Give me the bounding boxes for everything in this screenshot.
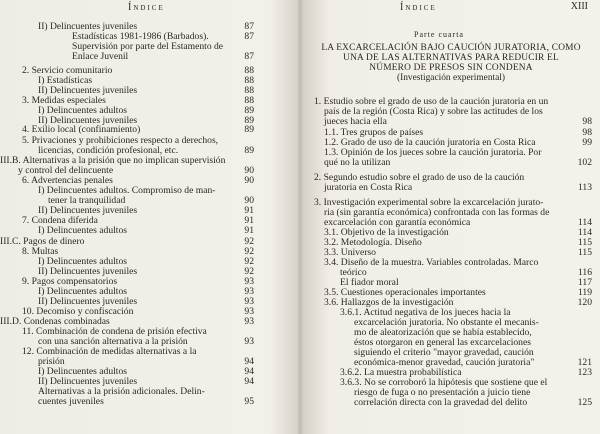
toc-page-number: 87 bbox=[244, 31, 254, 42]
toc-entry-text: tener la tranquilidad bbox=[48, 195, 126, 206]
right-page bbox=[302, 0, 600, 434]
toc-entry-text: Supervisión por parte del Estamento de bbox=[72, 41, 224, 52]
toc-entry-text: cuentes juveniles bbox=[38, 396, 104, 407]
toc-page-number: 94 bbox=[244, 356, 254, 367]
left-page bbox=[0, 0, 298, 434]
toc-entry-text: y control del delincuente bbox=[18, 165, 114, 176]
toc-entry-text: II) Delincuentes juveniles bbox=[38, 205, 138, 216]
toc-entry-text: Estadísticas 1981-1986 (Barbados). bbox=[72, 31, 209, 42]
toc-page-number: 89 bbox=[244, 115, 254, 126]
toc-entry-text: 1.2. Grado de uso de la caución juratoria en Costa Rica bbox=[324, 137, 536, 148]
toc-entry-text: país de la región (Costa Rica) y sobre las actitudes de los bbox=[324, 106, 543, 117]
toc-entry-text: 8. Multas bbox=[22, 246, 59, 257]
toc-page-number: 99 bbox=[582, 137, 592, 148]
toc-entry-text: II) Delincuentes juveniles bbox=[38, 376, 138, 387]
toc-entry-text: ria (sin garantía económica) confrontada con las formas de bbox=[324, 207, 550, 218]
toc-entry-text: 3.3. Universo bbox=[324, 247, 376, 258]
toc-page-number: 115 bbox=[577, 237, 592, 248]
toc-entry-text: Enlace Juvenil bbox=[72, 51, 129, 62]
toc-page-number: 91 bbox=[244, 225, 254, 236]
toc-page-number: 88 bbox=[244, 95, 254, 106]
toc-entry-text: siguiendo el criterio "mayor gravedad, caución bbox=[354, 347, 534, 358]
toc-page-number: 93 bbox=[244, 316, 254, 327]
toc-page-number: 114 bbox=[577, 227, 592, 238]
toc-page-number: 93 bbox=[244, 336, 254, 347]
toc-page-number: 98 bbox=[582, 116, 592, 127]
toc-entry-text: 3.2. Metodología. Diseño bbox=[324, 237, 422, 248]
toc-entry-text: económica-menor gravedad, caución juratoria" bbox=[354, 357, 535, 368]
toc-entry-text: teórico bbox=[340, 267, 367, 278]
toc-entry-text: 1. Estudio sobre el grado de uso de la caución juratoria en un bbox=[314, 96, 549, 107]
toc-page-number: 121 bbox=[577, 357, 592, 368]
toc-page-number: 98 bbox=[582, 127, 592, 138]
toc-entry-text: 9. Pagos compensatorios bbox=[22, 276, 118, 287]
toc-entry-text: 3.6.2. La muestra probabilística bbox=[340, 367, 462, 378]
toc-page-number: 87 bbox=[244, 51, 254, 62]
toc-entry-text: 10. Decomiso y confiscación bbox=[22, 306, 134, 317]
toc-entry-text: Alternativas a la prisión adicionales. Delin- bbox=[38, 386, 205, 397]
toc-page-number: 89 bbox=[244, 124, 254, 135]
toc-page-number: 90 bbox=[244, 175, 254, 186]
toc-entry-text: 4. Exilio local (confinamiento) bbox=[22, 124, 141, 135]
page-number: XIII bbox=[570, 1, 588, 12]
toc-page-number: 92 bbox=[244, 256, 254, 267]
toc-entry-text: II) Delincuentes juveniles bbox=[38, 21, 138, 32]
toc-entry-text: II) Delincuentes juveniles bbox=[38, 85, 138, 96]
part-title-line-1: LA EXCARCELACIÓN BAJO CAUCIÓN JURATORIA, COMO bbox=[321, 43, 581, 53]
part-label: Parte cuarta bbox=[414, 30, 464, 39]
toc-entry-text: mo de aleatorización que se había establecido, bbox=[354, 327, 532, 338]
toc-page-number: 90 bbox=[244, 195, 254, 206]
toc-page-number: 116 bbox=[577, 267, 592, 278]
toc-entry-text: I) Delincuentes adultos bbox=[38, 286, 127, 297]
toc-entry-text: éstos otorgaron en general las excarcelaciones bbox=[354, 337, 531, 348]
toc-entry-text: 3.6.3. No se corroboró la hipótesis que sostiene que el bbox=[340, 377, 548, 388]
toc-page-number: 89 bbox=[244, 105, 254, 116]
toc-page-number: 93 bbox=[244, 286, 254, 297]
toc-page-number: 95 bbox=[244, 396, 254, 407]
toc-entry-text: 2. Segundo estudio sobre el grado de uso de la caución bbox=[314, 172, 525, 183]
toc-entry-text: 12. Combinación de medidas alternativas a la bbox=[22, 346, 197, 357]
toc-page-number: 87 bbox=[244, 21, 254, 32]
part-title-line-3: NÚMERO DE PRESOS SIN CONDENA bbox=[369, 63, 533, 73]
toc-entry-text: 7. Condena diferida bbox=[22, 215, 98, 226]
toc-entry-text: I) Delincuentes adultos. Compromiso de man- bbox=[38, 185, 216, 196]
toc-entry-text: juratoria en Costa Rica bbox=[324, 182, 413, 193]
toc-entry-text: II) Delincuentes juveniles bbox=[38, 266, 138, 277]
part-title-line-2: UNA DE LAS ALTERNATIVAS PARA REDUCIR EL bbox=[343, 53, 559, 63]
toc-page-number: 94 bbox=[244, 376, 254, 387]
toc-entry-text: 3.4. Diseño de la muestra. Variables controladas. Marco bbox=[324, 257, 539, 268]
toc-entry-text: III.B. Alternativas a la prisión que no implican supervisión bbox=[0, 155, 226, 166]
toc-page-number: 91 bbox=[244, 205, 254, 216]
toc-page-number: 114 bbox=[577, 217, 592, 228]
toc-page-number: 117 bbox=[577, 277, 592, 288]
left-running-header: Índice bbox=[128, 2, 165, 13]
toc-entry-text: I) Delincuentes adultos bbox=[38, 105, 127, 116]
toc-page-number: 123 bbox=[577, 367, 592, 378]
toc-entry-text: 3.6. Hallazgos de la investigación bbox=[324, 297, 454, 308]
toc-page-number: 92 bbox=[244, 266, 254, 277]
toc-entry-text: 6. Advertencias penales bbox=[22, 175, 113, 186]
toc-page-number: 102 bbox=[577, 157, 592, 168]
toc-page-number: 90 bbox=[244, 165, 254, 176]
toc-entry-text: 2. Servicio comunitario bbox=[22, 65, 113, 76]
toc-entry-text: 3.1. Objetivo de la investigación bbox=[324, 227, 449, 238]
toc-entry-text: correlación directa con la gravedad del delito bbox=[354, 397, 528, 408]
toc-page-number: 119 bbox=[577, 287, 592, 298]
toc-entry-text: 1.1. Tres grupos de países bbox=[324, 127, 424, 138]
toc-entry-text: 5. Privaciones y prohibiciones respecto a derechos, bbox=[22, 135, 219, 146]
toc-entry-text: 3. Medidas especiales bbox=[22, 95, 106, 106]
toc-entry-text: I) Delincuentes adultos bbox=[38, 225, 127, 236]
toc-entry-text: El fiador moral bbox=[340, 277, 399, 288]
toc-page-number: 125 bbox=[577, 397, 592, 408]
toc-entry-text: excarcelación juratoria. No obstante el mecanis- bbox=[354, 317, 539, 328]
toc-entry-text: II) Delincuentes juveniles bbox=[38, 115, 138, 126]
toc-page-number: 88 bbox=[244, 75, 254, 86]
toc-entry-text: 3.5. Cuestiones operacionales importantes bbox=[324, 287, 486, 298]
toc-page-number: 88 bbox=[244, 65, 254, 76]
toc-entry-text: III.D. Condenas combinadas bbox=[0, 316, 110, 327]
toc-entry-text: prisión bbox=[38, 356, 65, 367]
toc-page-number: 120 bbox=[577, 297, 592, 308]
toc-entry-text: I) Delincuentes adultos bbox=[38, 256, 127, 267]
toc-page-number: 91 bbox=[244, 215, 254, 226]
toc-page-number: 92 bbox=[244, 246, 254, 257]
part-subtitle: (Investigación experimental) bbox=[396, 73, 506, 83]
toc-page-number: 93 bbox=[244, 296, 254, 307]
toc-entry-text: 3.6.1. Actitud negativa de los jueces hacia la bbox=[340, 307, 511, 318]
toc-entry-text: jueces hacia ella bbox=[324, 116, 387, 127]
toc-entry-text: riesgo de fuga o no presentación a juicio tiene bbox=[354, 387, 531, 398]
toc-entry-text: 1.3. Opinión de los jueces sobre la caución juratoria. Por bbox=[324, 147, 542, 158]
toc-entry-text: 11. Combinación de condena de prisión efectiva bbox=[22, 326, 207, 337]
toc-entry-text: 3. Investigación experimental sobre la excarcelación jurato- bbox=[314, 197, 544, 208]
toc-page-number: 88 bbox=[244, 85, 254, 96]
toc-entry-text: con una sanción alternativa a la prisión bbox=[38, 336, 188, 347]
toc-page-number: 93 bbox=[244, 276, 254, 287]
toc-entry-text: licencias, condición profesional, etc. bbox=[38, 145, 179, 156]
toc-page-number: 94 bbox=[244, 366, 254, 377]
toc-page-number: 92 bbox=[244, 236, 254, 247]
toc-entry-text: excarcelación con garantía económica bbox=[324, 217, 471, 228]
toc-entry-text: qué no la utilizan bbox=[324, 157, 391, 168]
toc-entry-text: I) Estadísticas bbox=[38, 75, 93, 86]
toc-entry-text: III.C. Pagos de dinero bbox=[0, 236, 85, 247]
toc-page-number: 113 bbox=[577, 182, 592, 193]
toc-page-number: 115 bbox=[577, 247, 592, 258]
toc-page-number: 89 bbox=[244, 145, 254, 156]
right-running-header: Índice bbox=[400, 2, 437, 13]
toc-entry-text: I) Delincuentes adultos bbox=[38, 366, 127, 377]
toc-page-number: 93 bbox=[244, 306, 254, 317]
toc-entry-text: II) Delincuentes juveniles bbox=[38, 296, 138, 307]
